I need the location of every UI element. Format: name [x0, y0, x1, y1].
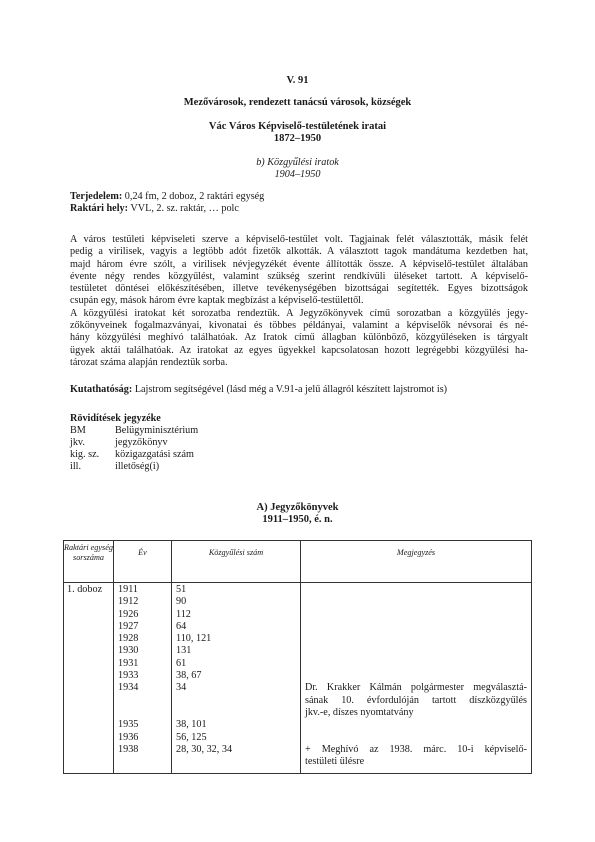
description-line: pedig a virilisek, vagyis a legtöbb adót fizetők alkották. A választott tagok mandátuma kezdetben hat,	[70, 246, 528, 258]
description-line: A közgyűlési iratokat két sorozatba rendeztük. A Jegyzőkönyvek című sorozatban a közgyűlés jegy-	[70, 307, 528, 319]
series-title: Mezővárosok, rendezett tanácsú városok, községek	[183, 97, 412, 108]
note-line: Dr. Krakker Kálmán polgármester megválasztá-	[305, 682, 527, 694]
abbreviation-meaning: Belügyminisztérium	[115, 425, 199, 436]
abbreviation-meaning: illetőség(i)	[115, 461, 160, 472]
abbreviation: kig. sz.	[70, 449, 100, 460]
year-value: 1927	[118, 620, 139, 632]
assembly-number: 112	[176, 608, 191, 620]
assembly-number: 34	[176, 682, 187, 694]
location-label: Raktári hely:	[70, 203, 129, 214]
year-value: 1936	[118, 731, 139, 743]
note-line: + Meghívó az 1938. márc. 10-i képviselő-	[305, 743, 527, 755]
extent-label: Terjedelem:	[70, 191, 123, 202]
description-line: hány közgyűlési meghívó találhatóak. Az Iratok című állagban különböző, közgyűléseken is tárgyalt	[70, 332, 528, 344]
year-value	[118, 707, 167, 719]
abbreviation: ill.	[70, 461, 82, 472]
section-title: A) Jegyzőkönyvek	[256, 502, 339, 513]
research-value: Lajstrom segítségével (lásd még a V.91-a jelű állagról készített lajstromot is)	[132, 384, 448, 395]
assembly-number: 64	[176, 620, 187, 632]
year-value: 1928	[118, 633, 139, 645]
assembly-number: 38, 67	[176, 670, 202, 682]
extent-value: 0,24 fm, 2 doboz, 2 raktári egység	[122, 191, 265, 202]
note-cell	[301, 583, 532, 774]
table-header-row	[64, 541, 532, 583]
extent-line	[70, 191, 528, 203]
fonds-title: Vác Város Képviselő-testületének iratai	[208, 121, 387, 132]
subseries-title: b) Közgyűlési iratok	[256, 157, 339, 168]
subseries-years: 1904–1950	[274, 169, 321, 180]
table-row	[64, 583, 532, 774]
fonds-years: 1872–1950	[273, 133, 322, 144]
assembly-number: 61	[176, 657, 187, 669]
assembly-number	[176, 695, 296, 707]
fonds-code: V. 91	[286, 75, 309, 86]
location-value: VVL, 2. sz. raktár, … polc	[128, 203, 239, 214]
note-line: sának 10. évfordulóján tartott díszközgyűlés	[305, 694, 527, 706]
note-line: testületi ülésre	[305, 756, 365, 768]
year-value: 1930	[118, 645, 139, 657]
description-line: évente négy rendes közgyűlést, valamint szükség szerint rendkívüli üléseket tartott. A képviselő-	[70, 270, 528, 282]
year-value	[118, 695, 167, 707]
unit-number: 1. doboz	[67, 584, 103, 595]
year-value: 1911	[118, 584, 138, 595]
year-value: 1926	[118, 608, 139, 620]
year-cell	[114, 583, 172, 774]
assembly-number: 110, 121	[176, 633, 212, 645]
note-line: jkv.-e, díszes nyomtatvány	[305, 706, 414, 718]
column-header-number: Közgyűlési szám	[172, 541, 301, 583]
description-line: csupán egy, mások három évre kaptak megbízást a képviselő-testülettől.	[70, 295, 364, 307]
description-line: A város testületi képviseleti szerve a képviselő-testület volt. Tagjainak felét választották, másik felét	[70, 234, 528, 245]
section-years: 1911–1950, é. n.	[262, 514, 333, 525]
register-table	[63, 540, 532, 774]
assembly-number: 51	[176, 584, 187, 595]
assembly-number: 38, 101	[176, 719, 207, 731]
year-value: 1933	[118, 670, 139, 682]
year-value: 1934	[118, 682, 139, 694]
assembly-number: 90	[176, 596, 187, 608]
assembly-number: 28, 30, 32, 34	[176, 743, 233, 755]
description-line: ügyek aktái találhatóak. Az iratokat az egyes ügyekkel kapcsolatosan hozott legrégebbi közgyűlési ha-	[70, 344, 528, 356]
abbreviation: BM	[70, 425, 86, 436]
abbreviations-title: Rövidítések jegyzéke	[70, 413, 161, 424]
year-value: 1938	[118, 743, 139, 755]
abbreviation: jkv.	[70, 437, 85, 448]
year-value: 1935	[118, 719, 139, 731]
column-header-unit: Raktári egység sorszáma	[64, 541, 114, 583]
column-header-year: Év	[114, 541, 172, 583]
unit-cell	[64, 583, 114, 774]
location-line	[70, 203, 528, 215]
year-value: 1912	[118, 596, 139, 608]
year-value: 1931	[118, 657, 139, 669]
research-line	[70, 384, 528, 396]
assembly-number: 131	[176, 645, 192, 657]
assembly-number	[176, 707, 296, 719]
abbreviation-meaning: jegyzőkönyv	[115, 437, 168, 448]
description-paragraph	[70, 234, 528, 369]
description-line: majd három évre szólt, a virilisek névjegyzékét évente állították össze. A képviselő-testület általában	[70, 258, 528, 270]
description-line: testületet döntései előkészítésében, illetve tevékenységében bizottságai segítették. Egyes bizottságok	[70, 283, 528, 295]
research-label: Kutathatóság:	[70, 384, 133, 395]
number-cell	[172, 583, 301, 774]
abbreviation-meaning: közigazgatási szám	[115, 449, 194, 460]
description-line: tározat száma alapján rendeztük sorba.	[70, 356, 228, 368]
assembly-number: 56, 125	[176, 731, 207, 743]
column-header-note: Megjegyzés	[301, 541, 532, 583]
description-line: zőkönyveinek fogalmazványai, kivonatai és többes példányai, valamint a képviselők névsorai és né-	[70, 320, 528, 332]
